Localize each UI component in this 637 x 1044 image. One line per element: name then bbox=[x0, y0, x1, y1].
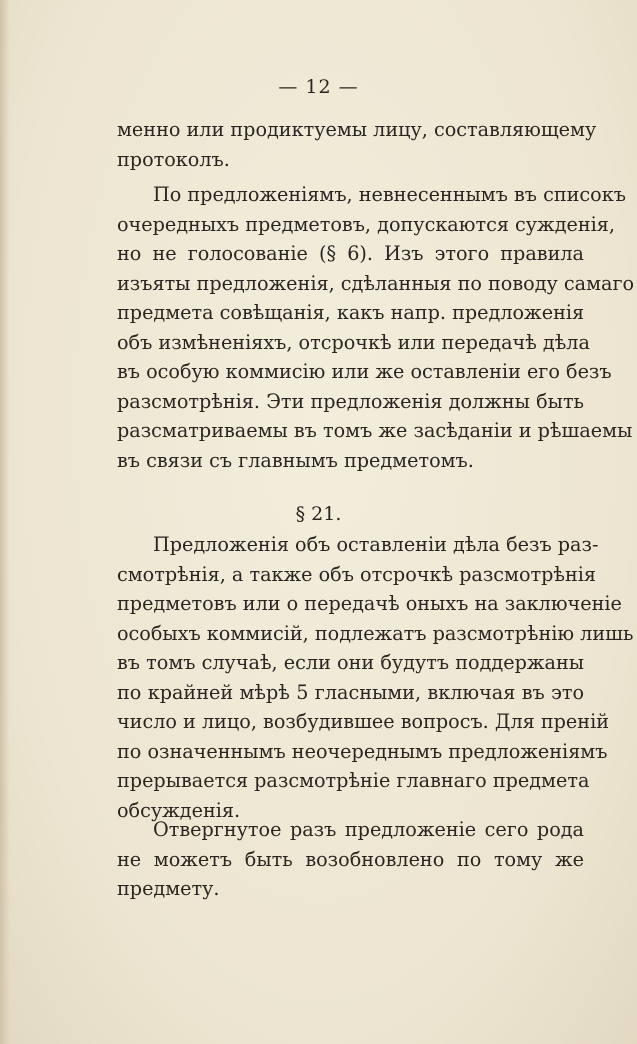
text-line: въ связи съ главнымъ предметомъ. bbox=[117, 448, 474, 472]
text-line: обсужденія. bbox=[117, 798, 241, 822]
text-line: особыхъ коммисій, подлежатъ разсмотрѣнію лишь bbox=[117, 621, 634, 645]
text-line: По предложеніямъ, невнесеннымъ въ списокъ bbox=[153, 183, 626, 206]
paragraph-section-21 bbox=[117, 530, 634, 825]
text-line: разсмотрѣнія. Эти предложенія должны быть bbox=[117, 389, 584, 413]
text-line: изъяты предложенія, сдѣланныя по поводу самаго bbox=[117, 271, 635, 295]
text-line: предмета совѣщанія, какъ напр. предложенія bbox=[117, 301, 585, 324]
text-line: по крайней мѣрѣ 5 гласными, включая въ это bbox=[117, 680, 584, 704]
text-line: протоколъ. bbox=[117, 147, 230, 171]
text-line: Предложенія объ оставленіи дѣла безъ раз- bbox=[153, 533, 599, 556]
text-line: число и лицо, возбудившее вопросъ. Для преній bbox=[117, 710, 609, 733]
text-line: но не голосованіе (§ 6). Изъ этого правила bbox=[117, 242, 584, 265]
text-line: менно или продиктуемы лицу, составляющему bbox=[117, 118, 597, 141]
paragraph-continuation bbox=[117, 115, 597, 174]
paragraph-unlisted-proposals bbox=[117, 180, 635, 475]
paragraph-rejected-proposal bbox=[117, 815, 584, 904]
text-line: въ особую коммисію или же оставленіи его безъ bbox=[117, 360, 612, 383]
text-line: разсматриваемы въ томъ же засѣданіи и рѣшаемы bbox=[117, 419, 633, 442]
text-line: предмету. bbox=[117, 877, 220, 900]
text-line: въ томъ случаѣ, если они будутъ поддержаны bbox=[117, 651, 584, 674]
text-line: предметовъ или о передачѣ оныхъ на заключеніе bbox=[117, 592, 622, 615]
text-line: Отвергнутое разъ предложеніе сего рода bbox=[153, 818, 584, 841]
text-line: прерывается разсмотрѣніе главнаго предмета bbox=[117, 769, 590, 792]
text-line: объ измѣненіяхъ, отсрочкѣ или передачѣ дѣла bbox=[117, 330, 590, 354]
text-line: очередныхъ предметовъ, допускаются сужденія, bbox=[117, 212, 616, 236]
page-number: — 12 — bbox=[278, 76, 359, 98]
section-heading: § 21. bbox=[295, 503, 342, 525]
text-line: смотрѣнія, а также объ отсрочкѣ разсмотрѣнія bbox=[117, 562, 597, 586]
text-line: не можетъ быть возобновлено по тому же bbox=[117, 847, 584, 871]
text-line: по означеннымъ неочереднымъ предложеніямъ bbox=[117, 739, 608, 763]
